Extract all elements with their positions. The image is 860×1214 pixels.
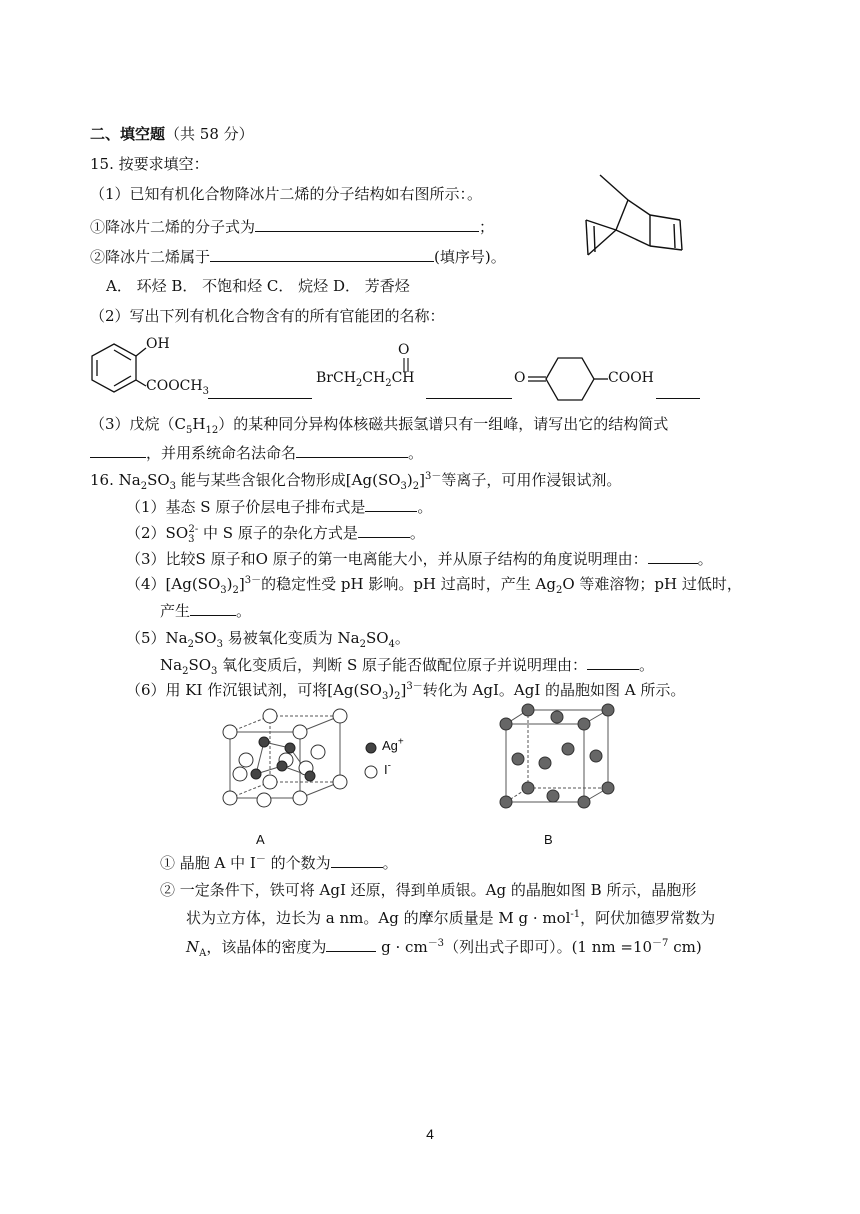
answer-blank[interactable] — [90, 442, 146, 458]
page-number: 4 — [426, 1126, 434, 1142]
legend-i-marker — [363, 764, 379, 780]
q16-part4: $(4)[Ag(SO_3)_2]^{3-}$的稳定性受 pH 影响。pH 过高时，产生 $Ag_2O$ 等难溶物；pH 过低时， — [126, 575, 742, 596]
answer-blank[interactable] — [426, 383, 512, 399]
answer-blank[interactable] — [365, 496, 417, 512]
q16-part6: （6）用 KI 作沉银试剂，可将$[Ag(SO_3)_2]^{3-}$转化为 AgI。AgI 的晶胞如图 A 所示。 — [126, 681, 686, 702]
q15-stem: 15. 按要求填空： — [90, 155, 209, 173]
norbornadiene-structure — [580, 170, 690, 270]
answer-blank[interactable] — [656, 383, 700, 399]
answer-blank[interactable] — [587, 654, 639, 670]
legend-ag-label: Ag+ — [382, 736, 404, 753]
chem1-oh: OH — [146, 336, 170, 352]
q15-part1: （1）已知有机化合物降冰片二烯的分子结构如右图所示：。 — [90, 185, 483, 203]
q16-stem: 16. $Na_2SO_3$ 能与某些含银化合物形成$[Ag(SO_3)_2]^{3-}$等离子，可用作浸银试剂。 — [90, 471, 622, 492]
legend-i-label: I- — [384, 760, 391, 777]
q16-sub1: ① 晶胞 A 中 I－ 的个数为 。 — [160, 854, 398, 872]
agi-unit-cell-diagram — [200, 702, 350, 826]
ag-unit-cell-diagram — [494, 702, 620, 814]
section-score: （共 58 分） — [165, 125, 254, 143]
q15-options: A． 环烃 B． 不饱和烃 C． 烷烃 D． 芳香烃 — [106, 277, 410, 295]
q16-part5b: $Na_2SO_3$ 氧化变质后，判断 S 原子能否做配位原子并说明理由： 。 — [160, 656, 655, 677]
cyclohexane-structure — [526, 352, 610, 408]
answer-blank[interactable] — [210, 246, 434, 262]
q15-part2: （2）写出下列有机化合物含有的所有官能团的名称： — [90, 307, 445, 325]
legend-ag-marker — [364, 741, 378, 755]
benzene-ring-structure — [88, 336, 148, 396]
section-title: 二、填空题 — [90, 125, 166, 143]
q15-part3: （3）戊烷$(C_5H_{12})$的某种同分异构体核磁共振氢谱只有一组峰，请写出它的结构简式 — [90, 415, 669, 436]
chem3-o: O — [514, 370, 526, 386]
answer-blank[interactable] — [255, 216, 479, 232]
figure-a-label: A — [256, 832, 265, 847]
q16-part3: （3）比较S 原子和O 原子的第一电离能大小，并从原子结构的角度说明理由： 。 — [126, 550, 713, 568]
q16-sub2b: 状为立方体，边长为 a nm。Ag 的摩尔质量是 M g · mol$^{-1}$，阿伏加德罗常数为 — [186, 909, 716, 927]
q15-part1b — [90, 246, 506, 267]
answer-blank[interactable] — [331, 852, 383, 868]
q15-part1a — [90, 216, 494, 237]
q16-part5: $(5)Na_2SO_3$ 易被氧化变质为 $Na_2SO_4$。 — [126, 629, 410, 650]
q16-sub2c: $N_A$，该晶体的密度为 $g \cdot cm^{-3}$（列出式子即可）。(1 nm $=10^{-7}$ cm) — [186, 938, 702, 959]
section-heading — [90, 124, 254, 144]
q16-part2: $(2)SO_3^{2-}$ 中 S 原子的杂化方式是 。 — [126, 524, 425, 545]
answer-blank[interactable] — [190, 600, 236, 616]
q15-part3b: ，并用系统命名法命名 。 — [90, 442, 423, 463]
chem2-formula: $BrCH_2CH_2CH$ — [316, 370, 415, 389]
answer-blank[interactable] — [648, 548, 698, 564]
answer-blank[interactable] — [326, 936, 376, 952]
q16-part4b: 产生 。 — [160, 602, 252, 620]
q16-sub2a: ② 一定条件下，铁可将 AgI 还原，得到单质银。Ag 的晶胞如图 B 所示，晶胞形 — [160, 881, 697, 899]
answer-blank[interactable] — [208, 383, 312, 399]
q15-part1b-end: (填序号)。 — [434, 248, 506, 266]
figure-b-label: B — [544, 832, 553, 847]
chem1-ester: $COOCH_3$ — [146, 378, 209, 397]
q15-part1b-text: ②降冰片二烯属于 — [90, 248, 211, 266]
chem3-cooh: COOH — [608, 370, 654, 386]
answer-blank[interactable] — [296, 442, 408, 458]
answer-blank[interactable] — [358, 522, 410, 538]
q15-part1a-text: ①降冰片二烯的分子式为 — [90, 218, 256, 236]
q16-part1: （1）基态 S 原子价层电子排布式是 。 — [126, 498, 433, 516]
chem2-carbonyl-o: O — [398, 342, 410, 358]
q15-part1a-end: ； — [479, 218, 495, 236]
